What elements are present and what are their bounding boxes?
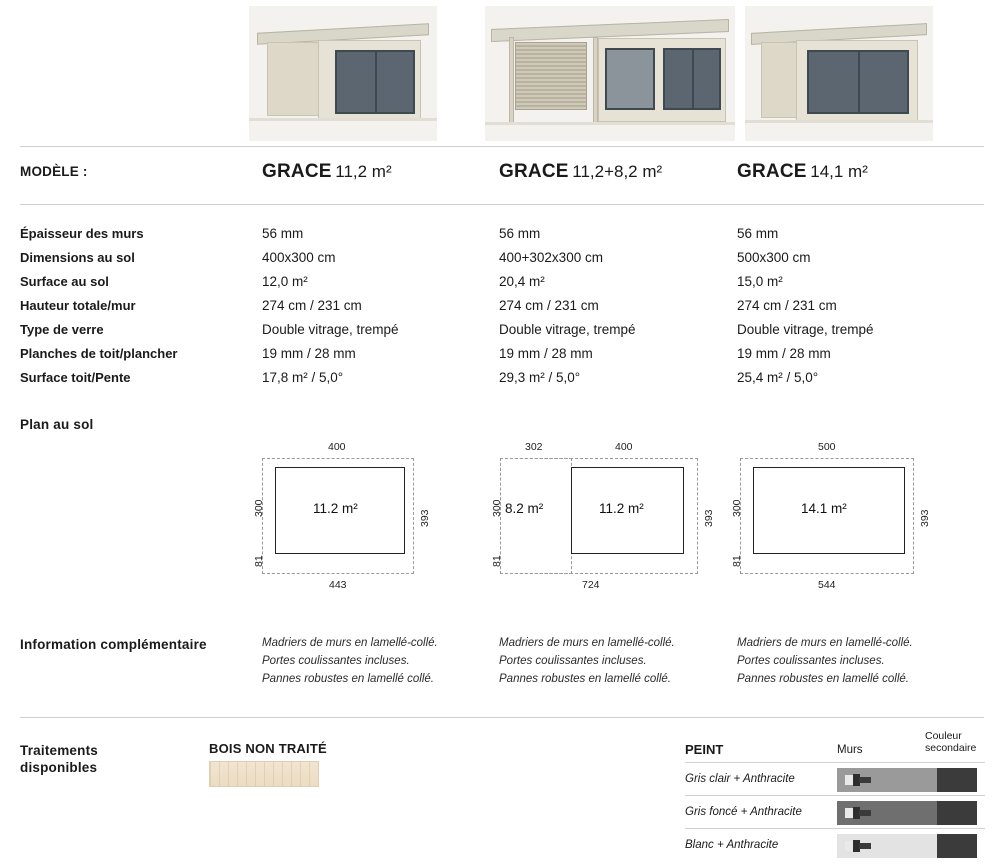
plan-section-title: Plan au sol: [20, 417, 94, 432]
plan-3-dim-top: 500: [818, 441, 836, 453]
plan-2-area-veranda: 8.2 m²: [505, 501, 544, 516]
spec-value-surface-toit-2: 29,3 m² / 5,0°: [499, 370, 581, 385]
spec-value-epaisseur-1: 56 mm: [262, 226, 304, 241]
spec-value-epaisseur-3: 56 mm: [737, 226, 779, 241]
spec-value-dimensions-3: 500x300 cm: [737, 250, 811, 265]
paint-col-secondary-line2: secondaire: [925, 742, 977, 754]
spec-label-dimensions: Dimensions au sol: [20, 250, 135, 265]
paint-table-title: PEINT: [685, 742, 724, 757]
plan-1-dim-right: 393: [419, 509, 431, 527]
info-3-line-1: Madriers de murs en lamellé-collé.: [737, 637, 913, 649]
plan-2-area-main: 11.2 m²: [599, 501, 644, 516]
spec-value-verre-1: Double vitrage, trempé: [262, 322, 399, 337]
info-3-line-3: Pannes robustes en lamellé collé.: [737, 673, 909, 685]
floor-plan-1: [249, 441, 449, 595]
spec-value-surface-sol-2: 20,4 m²: [499, 274, 545, 289]
paint-brush-icon: [845, 773, 871, 787]
paint-brush-icon: [845, 839, 871, 853]
spec-value-surface-sol-1: 12,0 m²: [262, 274, 308, 289]
divider-top: [20, 146, 984, 147]
spec-label-surface-toit: Surface toit/Pente: [20, 370, 131, 385]
untreated-wood-title: BOIS NON TRAITÉ: [209, 741, 327, 756]
paint-row-3-name: Blanc + Anthracite: [685, 839, 779, 851]
spec-value-epaisseur-2: 56 mm: [499, 226, 541, 241]
product-image-grace-14-1: [745, 6, 933, 141]
plan-2-dim-left-bottom: 81: [491, 555, 503, 567]
model-name-2: GRACE: [499, 161, 569, 182]
model-size-2: 11,2+8,2 m²: [572, 162, 663, 181]
floor-plan-2: [487, 441, 715, 595]
spec-value-verre-2: Double vitrage, trempé: [499, 322, 636, 337]
model-title-3: [737, 161, 868, 183]
info-section-title: Information complémentaire: [20, 637, 207, 652]
paint-row-3-secondary-swatch: [937, 834, 977, 858]
info-1-line-1: Madriers de murs en lamellé-collé.: [262, 637, 438, 649]
spec-value-dimensions-1: 400x300 cm: [262, 250, 336, 265]
spec-value-surface-sol-3: 15,0 m²: [737, 274, 783, 289]
paint-table-header: [685, 730, 985, 762]
paint-options-table: [685, 730, 985, 861]
paint-row-2-name: Gris foncé + Anthracite: [685, 806, 802, 818]
spec-label-epaisseur: Épaisseur des murs: [20, 226, 144, 241]
info-1-line-2: Portes coulissantes incluses.: [262, 655, 410, 667]
model-size-1: 11,2 m²: [335, 162, 392, 181]
info-2-line-3: Pannes robustes en lamellé collé.: [499, 673, 671, 685]
paint-row-1-secondary-swatch: [937, 768, 977, 792]
model-name-3: GRACE: [737, 161, 807, 182]
plan-1-area: 11.2 m²: [313, 501, 358, 516]
spec-value-surface-toit-3: 25,4 m² / 5,0°: [737, 370, 819, 385]
treatments-label-line2: disponibles: [20, 760, 98, 775]
plan-1-dim-top: 400: [328, 441, 346, 453]
paint-row-1-name: Gris clair + Anthracite: [685, 773, 795, 785]
info-3-line-2: Portes coulissantes incluses.: [737, 655, 885, 667]
spec-value-hauteur-1: 274 cm / 231 cm: [262, 298, 362, 313]
untreated-wood-swatch: [209, 761, 319, 787]
spec-value-planches-2: 19 mm / 28 mm: [499, 346, 593, 361]
spec-value-planches-1: 19 mm / 28 mm: [262, 346, 356, 361]
paint-row-gris-clair[interactable]: [685, 762, 985, 795]
plan-2-dim-bottom: 724: [582, 579, 600, 591]
treatments-label-line1: Traitements: [20, 743, 98, 758]
paint-col-secondary: [925, 730, 976, 754]
plan-2-dim-top-main: 400: [615, 441, 633, 453]
spec-value-surface-toit-1: 17,8 m² / 5,0°: [262, 370, 344, 385]
plan-3-dim-left-bottom: 81: [731, 555, 743, 567]
plan-3-dim-right: 393: [919, 509, 931, 527]
info-2-line-2: Portes coulissantes incluses.: [499, 655, 647, 667]
treatments-label: [20, 742, 98, 776]
plan-3-dim-bottom: 544: [818, 579, 836, 591]
model-row-label: MODÈLE :: [20, 164, 88, 179]
model-title-2: [499, 161, 662, 183]
spec-value-verre-3: Double vitrage, trempé: [737, 322, 874, 337]
divider-under-models: [20, 204, 984, 205]
paint-row-gris-fonce[interactable]: [685, 795, 985, 828]
plan-2-dim-right: 393: [703, 509, 715, 527]
product-images-row: [0, 0, 1005, 145]
spec-value-dimensions-2: 400+302x300 cm: [499, 250, 603, 265]
plan-3-area: 14.1 m²: [801, 501, 847, 516]
spec-label-hauteur: Hauteur totale/mur: [20, 298, 136, 313]
divider-bottom: [20, 717, 984, 718]
paint-brush-icon: [845, 806, 871, 820]
info-2-line-1: Madriers de murs en lamellé-collé.: [499, 637, 675, 649]
model-size-3: 14,1 m²: [810, 162, 868, 181]
product-image-grace-11-2: [249, 6, 437, 141]
model-title-1: [262, 161, 392, 183]
paint-row-blanc[interactable]: [685, 828, 985, 861]
paint-row-2-secondary-swatch: [937, 801, 977, 825]
spec-label-planches: Planches de toit/plancher: [20, 346, 178, 361]
plan-1-dim-left-top: 300: [253, 499, 265, 517]
plan-3-dim-left-top: 300: [731, 499, 743, 517]
paint-col-walls: Murs: [837, 744, 863, 756]
paint-col-secondary-line1: Couleur: [925, 730, 962, 742]
spec-value-hauteur-3: 274 cm / 231 cm: [737, 298, 837, 313]
spec-label-verre: Type de verre: [20, 322, 104, 337]
spec-value-hauteur-2: 274 cm / 231 cm: [499, 298, 599, 313]
plan-1-dim-bottom: 443: [329, 579, 347, 591]
spec-label-surface-sol: Surface au sol: [20, 274, 109, 289]
product-image-grace-11-2-8-2: [485, 6, 735, 141]
plan-2-dim-left-top: 300: [491, 499, 503, 517]
model-name-1: GRACE: [262, 161, 332, 182]
spec-value-planches-3: 19 mm / 28 mm: [737, 346, 831, 361]
info-1-line-3: Pannes robustes en lamellé collé.: [262, 673, 434, 685]
plan-1-dim-left-bottom: 81: [253, 555, 265, 567]
plan-2-dim-top-veranda: 302: [525, 441, 543, 453]
floor-plan-3: [727, 441, 937, 595]
